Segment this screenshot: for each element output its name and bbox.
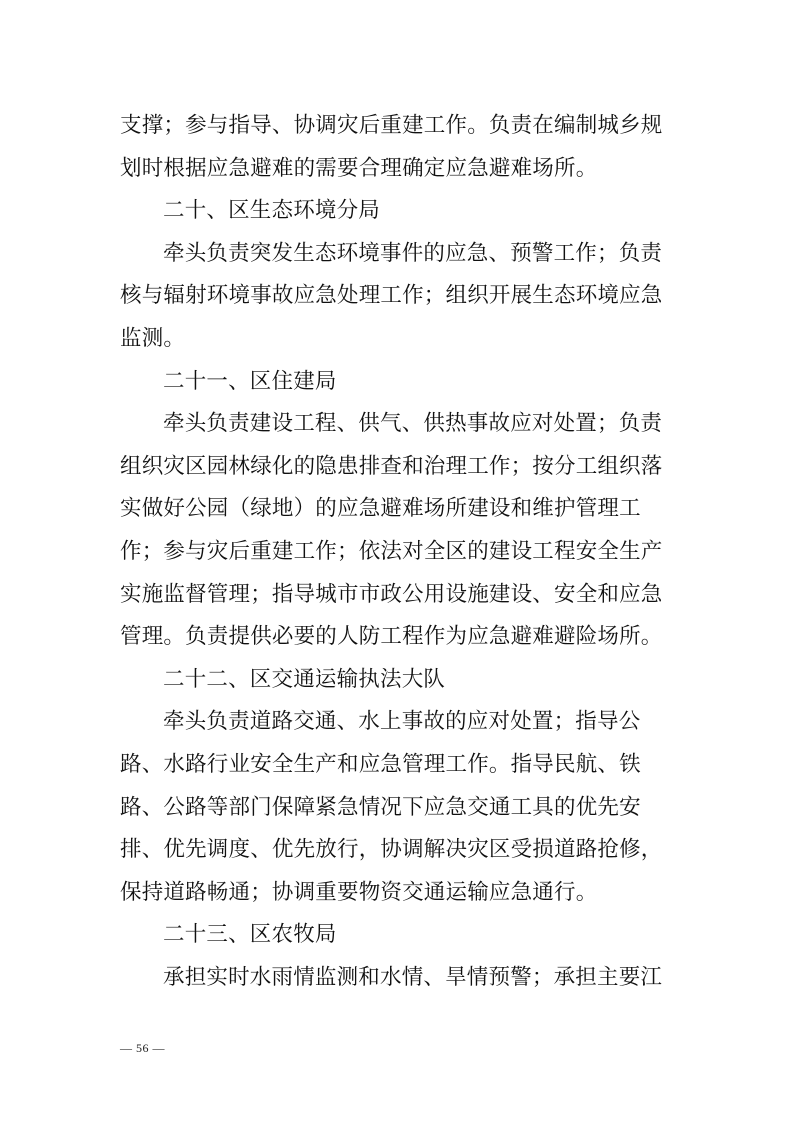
section-heading: 二十一、区住建局 bbox=[163, 368, 337, 394]
text-line: 实施监督管理；指导城市市政公用设施建设、安全和应急 bbox=[120, 581, 663, 607]
text-line: 作；参与灾后重建工作；依法对全区的建设工程安全生产 bbox=[120, 538, 663, 564]
text-line: 牵头负责建设工程、供气、供热事故应对处置；负责 bbox=[163, 411, 663, 437]
section-heading: 二十二、区交通运输执法大队 bbox=[163, 666, 446, 692]
text-line: 牵头负责突发生态环境事件的应急、预警工作；负责 bbox=[163, 240, 663, 266]
text-line: 管理。负责提供必要的人防工程作为应急避难避险场所。 bbox=[120, 624, 663, 650]
text-line: 保持道路畅通；协调重要物资交通运输应急通行。 bbox=[120, 879, 598, 905]
text-line: 划时根据应急避难的需要合理确定应急避难场所。 bbox=[120, 155, 598, 181]
page-number: — 56 — bbox=[120, 1041, 165, 1055]
text-line: 排、优先调度、优先放行，协调解决灾区受损道路抢修， bbox=[120, 837, 663, 863]
section-heading: 二十、区生态环境分局 bbox=[163, 198, 381, 224]
text-line: 路、水路行业安全生产和应急管理工作。指导民航、铁 bbox=[120, 751, 641, 777]
text-line: 核与辐射环境事故应急处理工作；组织开展生态环境应急 bbox=[120, 283, 663, 309]
document-body bbox=[120, 105, 663, 999]
text-line: 监测。 bbox=[120, 325, 186, 351]
text-line: 支撑；参与指导、协调灾后重建工作。负责在编制城乡规 bbox=[120, 113, 663, 138]
text-line: 承担实时水雨情监测和水情、旱情预警；承担主要江 bbox=[163, 964, 663, 990]
section-heading: 二十三、区农牧局 bbox=[163, 922, 337, 948]
text-line: 实做好公园（绿地）的应急避难场所建设和维护管理工 bbox=[120, 496, 641, 522]
text-line: 牵头负责道路交通、水上事故的应对处置；指导公 bbox=[163, 709, 641, 735]
text-line: 路、公路等部门保障紧急情况下应急交通工具的优先安 bbox=[120, 794, 641, 820]
text-line: 组织灾区园林绿化的隐患排查和治理工作；按分工组织落 bbox=[120, 453, 663, 479]
